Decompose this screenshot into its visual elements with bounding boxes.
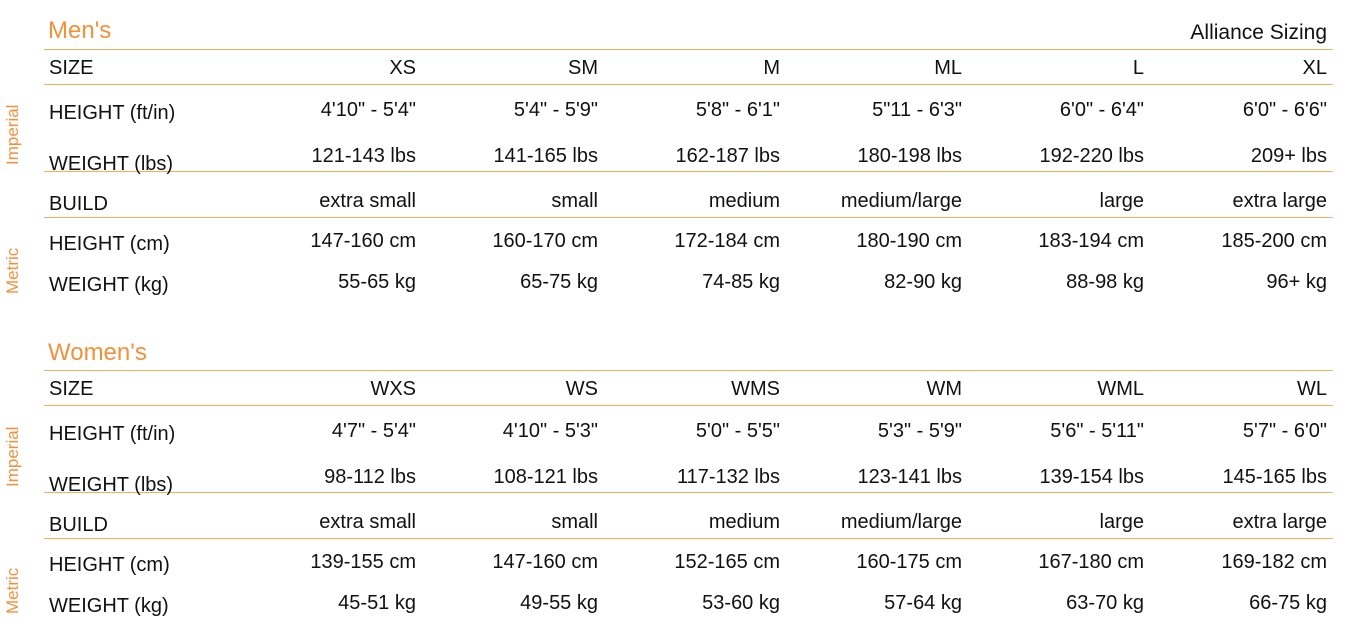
table-cell: 167-180 cm — [1038, 551, 1144, 573]
divider — [44, 171, 1333, 172]
table-cell: ML — [934, 57, 962, 79]
brand-title: Alliance Sizing — [1190, 21, 1327, 44]
table-cell: medium/large — [840, 190, 962, 212]
table-cell: 53-60 kg — [702, 592, 780, 614]
table-cell: WML — [1097, 378, 1144, 400]
table-cell: WS — [565, 378, 598, 400]
table-cell: extra small — [319, 190, 416, 212]
table-cell: 63-70 kg — [1066, 592, 1144, 614]
table-cell: medium — [708, 511, 780, 533]
table-cell: 192-220 lbs — [1039, 145, 1144, 167]
divider — [44, 405, 1333, 406]
table-cell: 96+ kg — [1266, 271, 1327, 293]
table-cell: 141-165 lbs — [493, 145, 598, 167]
row-label: WEIGHT (lbs) — [49, 474, 174, 496]
table-cell: 139-154 lbs — [1039, 466, 1144, 488]
table-cell: 5'3" - 5'9" — [877, 420, 962, 442]
table-cell: 108-121 lbs — [493, 466, 598, 488]
table-cell: 82-90 kg — [884, 271, 962, 293]
table-cell: 162-187 lbs — [675, 145, 780, 167]
divider — [44, 217, 1333, 218]
table-cell: 147-160 cm — [492, 551, 598, 573]
table-cell: large — [1099, 190, 1144, 212]
table-cell: 183-194 cm — [1038, 230, 1144, 252]
table-cell: M — [763, 57, 780, 79]
table-cell: WL — [1297, 378, 1327, 400]
table-cell: 45-51 kg — [338, 592, 416, 614]
table-cell: 5'4" - 5'9" — [513, 99, 598, 121]
table-cell: small — [551, 190, 598, 212]
table-cell: large — [1099, 511, 1144, 533]
row-label: HEIGHT (cm) — [49, 233, 170, 255]
table-cell: 65-75 kg — [520, 271, 598, 293]
table-cell: 49-55 kg — [520, 592, 598, 614]
mens-title: Men's — [48, 17, 112, 44]
table-cell: 5"11 - 6'3" — [872, 99, 962, 121]
row-label: WEIGHT (lbs) — [49, 153, 174, 175]
table-cell: 74-85 kg — [702, 271, 780, 293]
table-cell: 185-200 cm — [1221, 230, 1327, 252]
table-cell: SM — [568, 57, 598, 79]
row-label: HEIGHT (ft/in) — [49, 102, 176, 124]
table-cell: small — [551, 511, 598, 533]
table-cell: 4'7" - 5'4" — [331, 420, 416, 442]
table-cell: WM — [926, 378, 962, 400]
table-cell: L — [1132, 57, 1144, 79]
table-cell: extra large — [1232, 511, 1327, 533]
table-cell: 98-112 lbs — [324, 466, 416, 488]
table-cell: 55-65 kg — [338, 271, 416, 293]
divider — [44, 492, 1333, 493]
table-cell: extra small — [319, 511, 416, 533]
table-cell: 88-98 kg — [1066, 271, 1144, 293]
table-cell: WXS — [370, 378, 416, 400]
divider — [44, 370, 1333, 371]
table-cell: XL — [1302, 57, 1327, 79]
table-cell: 169-182 cm — [1221, 551, 1327, 573]
table-cell: 5'8" - 6'1" — [695, 99, 780, 121]
row-label: WEIGHT (kg) — [49, 274, 169, 296]
row-label: SIZE — [49, 378, 94, 400]
table-cell: 172-184 cm — [674, 230, 780, 252]
table-cell: 145-165 lbs — [1222, 466, 1327, 488]
table-cell: 147-160 cm — [310, 230, 416, 252]
table-cell: 4'10" - 5'4" — [320, 99, 416, 121]
table-cell: 209+ lbs — [1250, 145, 1327, 167]
table-cell: 121-143 lbs — [311, 145, 416, 167]
row-label: HEIGHT (ft/in) — [49, 423, 176, 445]
table-cell: 5'6" - 5'11" — [1050, 420, 1144, 442]
table-cell: 4'10" - 5'3" — [502, 420, 598, 442]
row-label: SIZE — [49, 57, 94, 79]
table-cell: medium/large — [840, 511, 962, 533]
table-cell: extra large — [1232, 190, 1327, 212]
table-cell: 180-198 lbs — [857, 145, 962, 167]
divider — [44, 84, 1333, 85]
table-cell: 152-165 cm — [674, 551, 780, 573]
table-cell: 139-155 cm — [310, 551, 416, 573]
table-cell: 6'0" - 6'4" — [1059, 99, 1144, 121]
table-cell: WMS — [731, 378, 780, 400]
womens-title: Women's — [48, 339, 147, 366]
table-cell: 117-132 lbs — [676, 466, 780, 488]
divider — [44, 49, 1333, 50]
table-cell: 66-75 kg — [1249, 592, 1327, 614]
table-cell: medium — [708, 190, 780, 212]
table-cell: 123-141 lbs — [857, 466, 962, 488]
row-label: BUILD — [49, 193, 108, 215]
table-cell: 180-190 cm — [856, 230, 962, 252]
table-cell: 6'0" - 6'6" — [1242, 99, 1327, 121]
table-cell: 5'0" - 5'5" — [695, 420, 780, 442]
table-cell: 57-64 kg — [884, 592, 962, 614]
row-label: HEIGHT (cm) — [49, 554, 170, 576]
table-cell: 160-175 cm — [856, 551, 962, 573]
row-label: BUILD — [49, 514, 108, 536]
table-cell: XS — [389, 57, 416, 79]
row-label: WEIGHT (kg) — [49, 595, 169, 617]
table-cell: 5'7" - 6'0" — [1242, 420, 1327, 442]
table-cell: 160-170 cm — [492, 230, 598, 252]
divider — [44, 538, 1333, 539]
